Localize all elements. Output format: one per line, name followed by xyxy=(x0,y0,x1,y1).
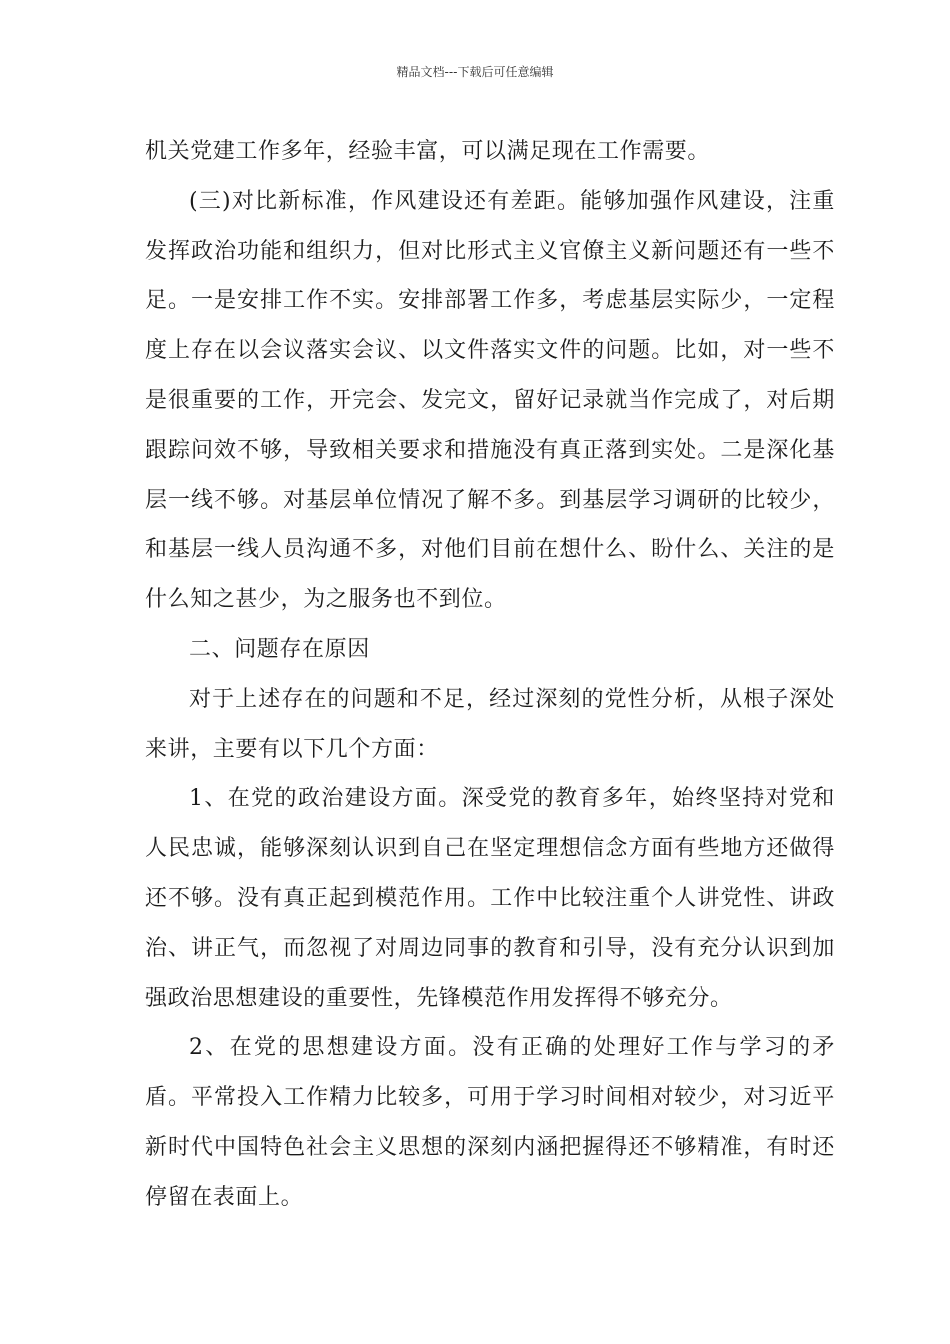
paragraph-continuation: 机关党建工作多年，经验丰富，可以满足现在工作需要。 xyxy=(145,139,711,164)
document-body xyxy=(145,127,835,1223)
paragraph-intro: 对于上述存在的问题和不足，经过深刻的党性分析，从根子深处来讲，主要有以下几个方面： xyxy=(145,686,835,762)
paragraph-style-gap: (三)对比新标准，作风建设还有差距。能够加强作风建设，注重发挥政治功能和组织力，但对比形式主义官僚主义新问题还有一些不足。一是安排工作不实。安排部署工作多，考虑基层实际少，一定程度上存在以会议落实会议、以文件落实文件的问题。比如，对一些不是很重要的工作，开完会、发完文，留好记录就当作完成了，对后期跟踪问效不够，导致相关要求和措施没有真正落到实处。二是深化基层一线不够。对基层单位情况了解不多。到基层学习调研的比较少，和基层一线人员沟通不多，对他们目前在想什么、盼什么、关注的是什么知之甚少，为之服务也不到位。 xyxy=(145,188,835,613)
page-header: 精品文档---下载后可任意编辑 xyxy=(396,65,554,79)
paragraph-political-building: 1、在党的政治建设方面。深受党的教育多年，始终坚持对党和人民忠诚，能够深刻认识到自己在坚定理想信念方面有些地方还做得还不够。没有真正起到模范作用。工作中比较注重个人讲党性、讲政治、讲正气，而忽视了对周边同事的教育和引导，没有充分认识到加强政治思想建设的重要性，先锋模范作用发挥得不够充分。 xyxy=(145,786,835,1011)
paragraph-ideological-building: 2、在党的思想建设方面。没有正确的处理好工作与学习的矛盾。平常投入工作精力比较多，可用于学习时间相对较少，对习近平新时代中国特色社会主义思想的深刻内涵把握得还不够精准，有时还停留在表面上。 xyxy=(145,1035,835,1210)
section-heading-causes: 二、问题存在原因 xyxy=(189,636,370,662)
